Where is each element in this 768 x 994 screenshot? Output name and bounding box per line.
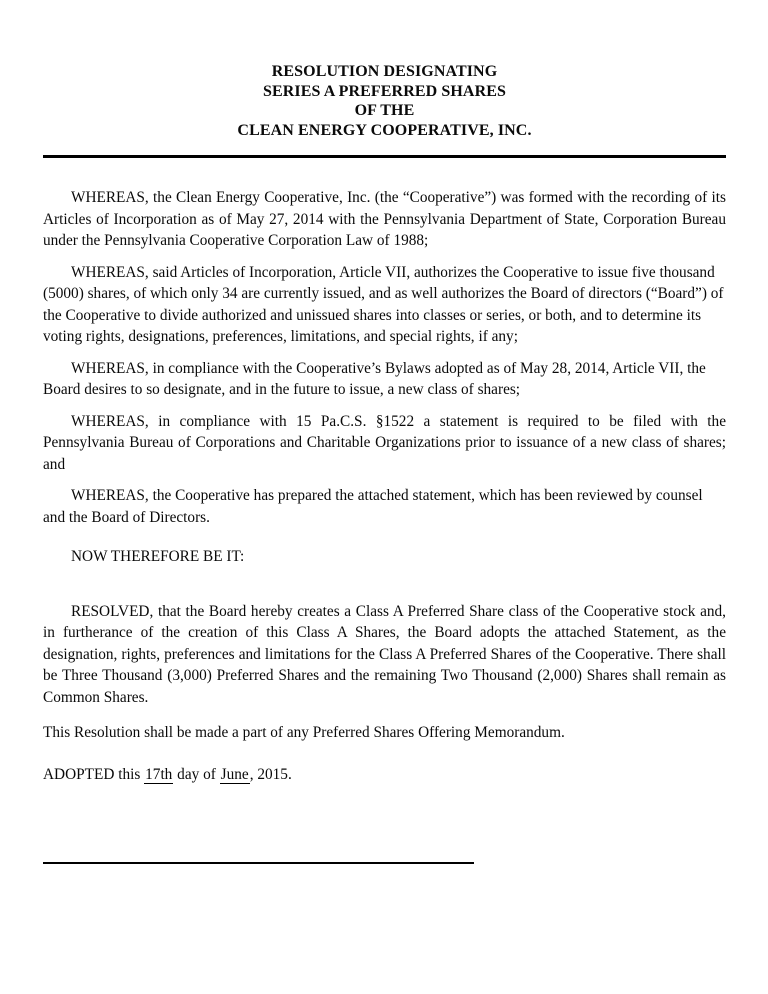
- document-title-line-2: SERIES A PREFERRED SHARES: [262, 82, 506, 100]
- adopted-day-value: 17th: [145, 765, 173, 783]
- document-title: [43, 62, 726, 140]
- paragraph-whereas-bylaws: WHEREAS, in compliance with the Cooperative’s Bylaws adopted as of May 28, 2014, Article VII, the Board desires to so designate, and in the future to issue, a new class of shares;: [43, 359, 706, 398]
- document-title-line-1: RESOLUTION DESIGNATING: [271, 63, 498, 80]
- adopted-date-line: [43, 764, 726, 786]
- paragraph-whereas-statement-filing: WHEREAS, in compliance with 15 Pa.C.S. §1522 a statement is required to be filed with the Pennsylvania Bureau of Corporations and Charitable Organizations prior to issuance of a new class of shares; and: [43, 412, 726, 473]
- adopted-month-value: June: [220, 765, 249, 783]
- paragraph-offering-memorandum: This Resolution shall be made a part of any Preferred Shares Offering Memorandum.: [43, 724, 565, 741]
- paragraph-whereas-articles: WHEREAS, said Articles of Incorporation, Article VII, authorizes the Cooperative to issue five thousand (5000) shares, of which only 34 are currently issued, and as well authorizes the Board of directors (“Board”) of the Cooperative to divide authorized and unissued shares into classes or series, or both, and to determine its voting rights, designations, preferences, limitations, and special rights, if any;: [43, 263, 724, 345]
- paragraph-now-therefore: NOW THEREFORE BE IT:: [71, 548, 245, 565]
- adopted-connector: day of: [173, 765, 220, 783]
- document-title-line-4: CLEAN ENERGY COOPERATIVE, INC.: [237, 121, 532, 139]
- document-title-line-3: OF THE: [354, 102, 415, 119]
- paragraph-whereas-formation: WHEREAS, the Clean Energy Cooperative, Inc. (the “Cooperative”) was formed with the recording of its Articles of Incorporation as of May 27, 2014 with the Pennsylvania Department of State, Corporation Bureau under the Pennsylvania Cooperative Corporation Law of 1988;: [43, 189, 726, 249]
- adopted-suffix: , 2015.: [249, 765, 292, 783]
- header-rule: [43, 155, 726, 158]
- paragraph-whereas-prepared-statement: WHEREAS, the Cooperative has prepared the attached statement, which has been reviewed by counsel and the Board of Directors.: [43, 487, 703, 526]
- signature-line: [43, 862, 474, 864]
- paragraph-resolved: RESOLVED, that the Board hereby creates a Class A Preferred Share class of the Cooperative stock and, in furtherance of the creation of this Class A Shares, the Board adopts the attached Statement, as the designation, rights, preferences and limitations for the Class A Preferred Shares of the Cooperative. There shall be Three Thousand (3,000) Preferred Shares and the remaining Two Thousand (2,000) Shares shall remain as Common Shares.: [43, 602, 726, 706]
- adopted-prefix: ADOPTED this: [43, 765, 145, 783]
